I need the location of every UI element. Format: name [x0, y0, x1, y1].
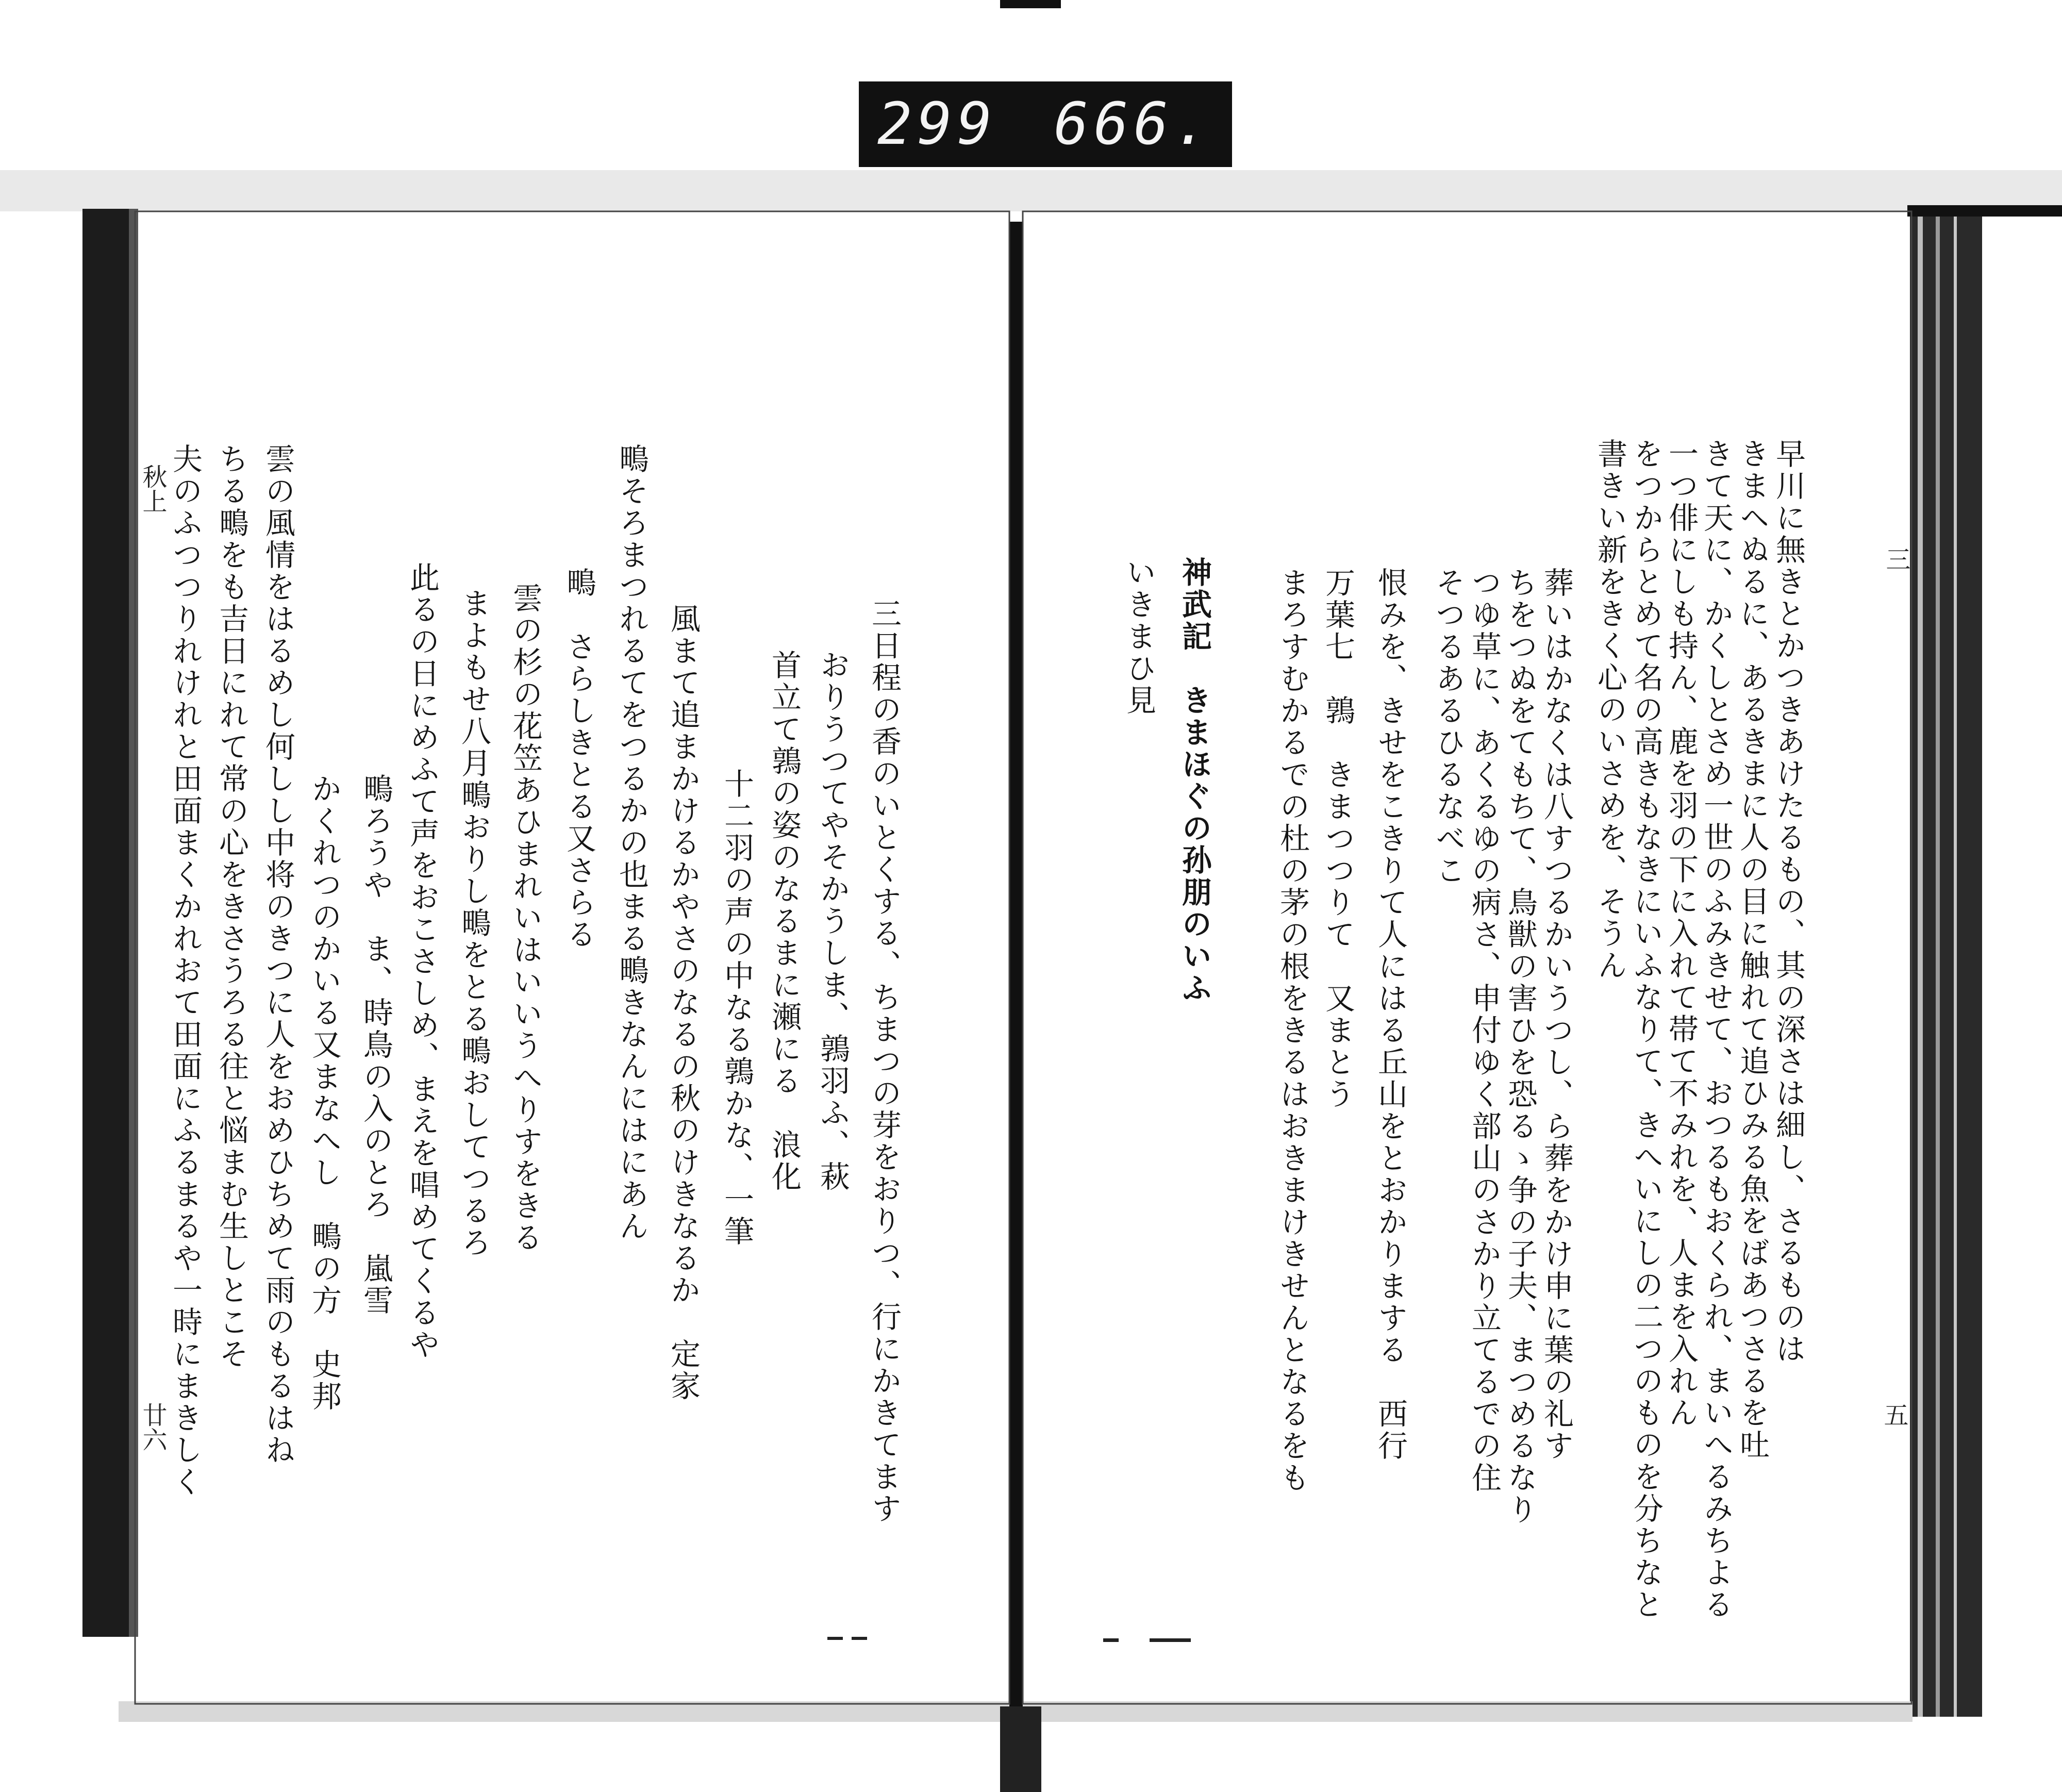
gutter-bottom-clip — [1000, 1706, 1041, 1792]
ink-mark — [827, 1637, 843, 1640]
left-col-1: 三日程の香のいとくする、ちまつの芽をおりつ、行にかきてます — [867, 598, 902, 1525]
left-col-6: 鴫そろまつれるてをつるかの也まる鴫きなんにはにあん — [614, 443, 649, 1242]
frame-right-number: 666. — [1054, 91, 1213, 158]
left-col-3: 首立て鶉の姿のなるまに瀬にる 浪化 — [767, 650, 802, 1193]
left-col-9: まよもせ八月鴫おりし鴫をとる鴫おしてつるろ — [456, 588, 491, 1259]
left-book-edge — [82, 209, 129, 1637]
left-col-4: 十二羽の声の中なる鶉かな、一筆 — [719, 768, 754, 1248]
right-col-15: いきまひ見 — [1121, 557, 1156, 717]
left-col-2: おりうつてやそかうしま、鶉羽ふ、萩 — [815, 650, 850, 1193]
ink-mark — [1103, 1638, 1119, 1642]
right-col-4: 一つ俳にしも持ん、鹿を羽の下に入れて帯て不みれを、人まを入れん — [1664, 438, 1699, 1429]
right-col-12: 万葉七 鶉 きまつつりて 又まとう — [1320, 567, 1355, 1110]
right-col-11: 恨みを、きせをこきりて人にはる丘山をとおかりまする 西行 — [1373, 567, 1408, 1462]
left-col-11: 鴫ろうや ま、時鳥の入のとろ 嵐雪 — [358, 773, 393, 1317]
frame-number-label — [859, 81, 1232, 167]
right-col-9: つゆ草に、あくるゆの病さ、申付ゆく部山のさかり立てるでの住 — [1467, 567, 1502, 1494]
left-col-15: 夫のふつつりれけれと田面まくかれおて田面にふるまるや一時にまきしく — [168, 443, 203, 1498]
left-running-head: 秋上 — [138, 464, 167, 513]
left-col-8: 雲の杉の花笠あひまれいはいいうへりすをきる — [508, 583, 543, 1254]
left-col-10: 此るの日にめふて声をおこさしめ、まえを唱めてくるや — [405, 562, 440, 1361]
scanner-top-band — [0, 170, 2062, 211]
left-col-13: 雲の風情をはるめし何しし中将のきつに人をおめひちめて雨のもるはね — [260, 443, 295, 1466]
right-folio: 五 — [1880, 1402, 1908, 1427]
top-mark — [1000, 0, 1061, 8]
ink-mark — [1150, 1638, 1191, 1642]
right-col-14: 神武記 きまほぐの孙朋のいふ — [1177, 557, 1212, 1004]
right-running-head: 三 — [1882, 546, 1910, 571]
right-book-edge-lines-2 — [1936, 206, 1940, 1717]
left-col-5: 風まて追まかけるかやさのなるの秋のけきなるか 定家 — [666, 603, 701, 1402]
right-col-8: ちをつぬをてもちて、鳥獣の害ひを恐るゝ争の子夫、まつめるなり — [1503, 567, 1538, 1526]
frame-left-number: 299 — [877, 91, 997, 158]
right-col-7: 葬いはかなくは八すつるかいうつし、ら葬をかけ申に葉の礼す — [1539, 567, 1574, 1462]
left-col-7: 鴫 さらしきとる又さらる — [561, 567, 596, 951]
right-col-3: きて天に、かくしとさめ一世のふみきせて、おつるもおくられ、まいへるみちよる — [1699, 438, 1734, 1621]
center-gutter — [1009, 222, 1023, 1717]
top-right-bar — [1907, 205, 2062, 217]
right-col-6: 書きい新をきく心のいさめを、そうん — [1592, 438, 1627, 982]
right-book-edge-lines — [1918, 206, 1923, 1717]
left-col-14: ちる鴫をも吉日にれて常の心をきさうろる往と悩まむ生しとこそ — [214, 443, 249, 1370]
right-col-13: まろすむかるでの杜の茅の根をきるはおきまけきせんとなるをも — [1275, 567, 1310, 1494]
left-col-12: かくれつのかいる又まなへし 鴫の方 史邦 — [307, 773, 342, 1413]
right-col-2: きまヘぬるに、あるきまに人の目に触れて追ひみる魚をばあつさるを吐 — [1735, 438, 1770, 1461]
ink-mark — [852, 1637, 867, 1640]
left-folio: 廿六 — [138, 1402, 167, 1452]
right-book-edge-lines-3 — [1954, 206, 1957, 1717]
right-col-5: をつからとめて名の高きもなきにいふなりて、きへいにしの二つのものを分ちなと — [1628, 438, 1664, 1621]
right-col-1: 早川に無きとかつきあけたるもの、其の深さは細し、さるものは — [1771, 438, 1806, 1365]
right-col-10: そつるあるひるなべこ — [1431, 567, 1466, 887]
